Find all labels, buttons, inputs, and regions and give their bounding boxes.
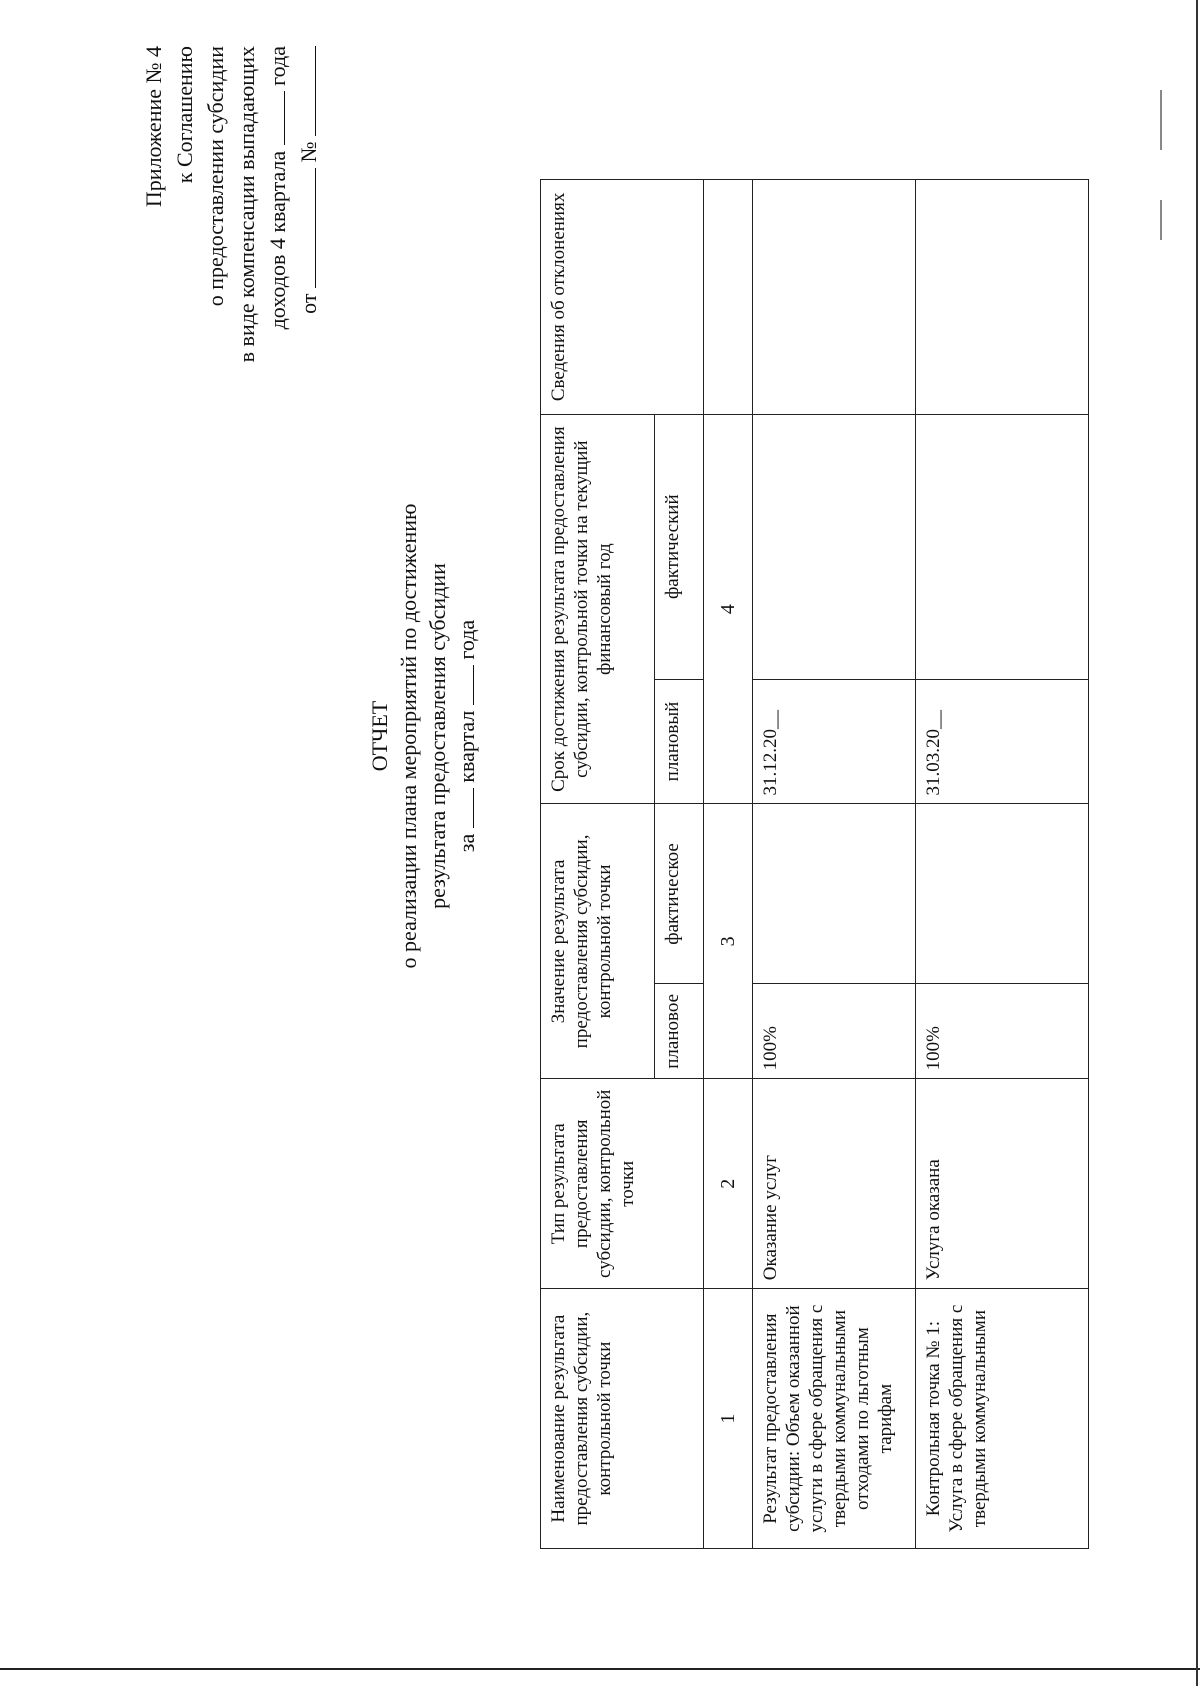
annex-block [138,46,324,446]
year-blank [453,665,474,705]
row-value-fact [753,804,916,984]
header-type: Тип результата предоставления субсидии, контрольной точки [541,1079,704,1289]
annex-line: в виде компенсации выпадающих [234,46,259,363]
annex-number-label: № [296,141,321,163]
annex-from-label: от [296,293,321,314]
row-term-plan: 31.12.20__ [753,679,916,804]
subheader-term-plan: плановый [655,679,704,804]
period-suffix: года [454,619,479,660]
header-value: Значение результата предоставления субсидии, контрольной точки [541,804,655,1079]
column-number: 4 [704,414,753,804]
period-prefix: за [454,833,479,853]
annex-line: к Соглашению [172,46,197,184]
row-term-plan: 31.03.20__ [916,679,1089,804]
report-subtitle: результата предоставления субсидии [425,563,450,909]
annex-line5-suffix: года [265,46,290,86]
quarter-blank [453,788,474,828]
row-type: Оказание услуг [753,1079,916,1289]
year-blank [264,91,285,145]
subheader-value-plan: плановое [655,984,704,1079]
header-name: Наименование результата предоставления субсидии, контрольной точки [541,1289,704,1549]
annex-line-number [293,46,324,446]
row-deviation [916,180,1089,415]
report-table [540,179,1089,1549]
row-value-fact [916,804,1089,984]
column-number: 3 [704,804,753,1079]
date-blank [295,168,316,288]
row-deviation [753,180,916,415]
column-number-row [704,180,753,1549]
annex-line: Приложение № 4 [141,46,166,208]
row-term-fact [753,414,916,679]
table-row [916,180,1089,1549]
row-name: Контрольная точка № 1: Услуга в сфере обращения с твердыми коммунальными [916,1289,1089,1549]
row-value-plan: 100% [753,984,916,1079]
column-number: 2 [704,1079,753,1289]
annex-line-date [262,46,293,446]
header-term: Срок достижения результата предоставления субсидии, контрольной точки на текущий финансовый год [541,414,655,804]
column-number-empty [704,180,753,415]
row-value-plan: 100% [916,984,1089,1079]
subheader-value-fact: фактическое [655,804,704,984]
column-number: 1 [704,1289,753,1549]
annex-line5-prefix: доходов 4 квартала [265,150,290,330]
report-subtitle: о реализации плана мероприятий по достижению [396,503,421,969]
subheader-term-fact: фактический [655,414,704,679]
header-row [541,180,655,1549]
number-blank [295,46,316,136]
header-deviation: Сведения об отклонениях [541,180,704,415]
report-period [452,286,481,1186]
report-title [365,286,481,1186]
annex-line: о предоставлении субсидии [203,46,228,307]
table-row [753,180,916,1549]
row-name: Результат предоставления субсидии: Объем оказанной услуги в сфере обращения с твердыми коммунальными отходами по льготным тарифам [753,1289,916,1549]
row-term-fact [916,414,1089,679]
period-middle: квартал [454,710,479,783]
row-type: Услуга оказана [916,1079,1089,1289]
report-heading: ОТЧЕТ [367,700,392,772]
